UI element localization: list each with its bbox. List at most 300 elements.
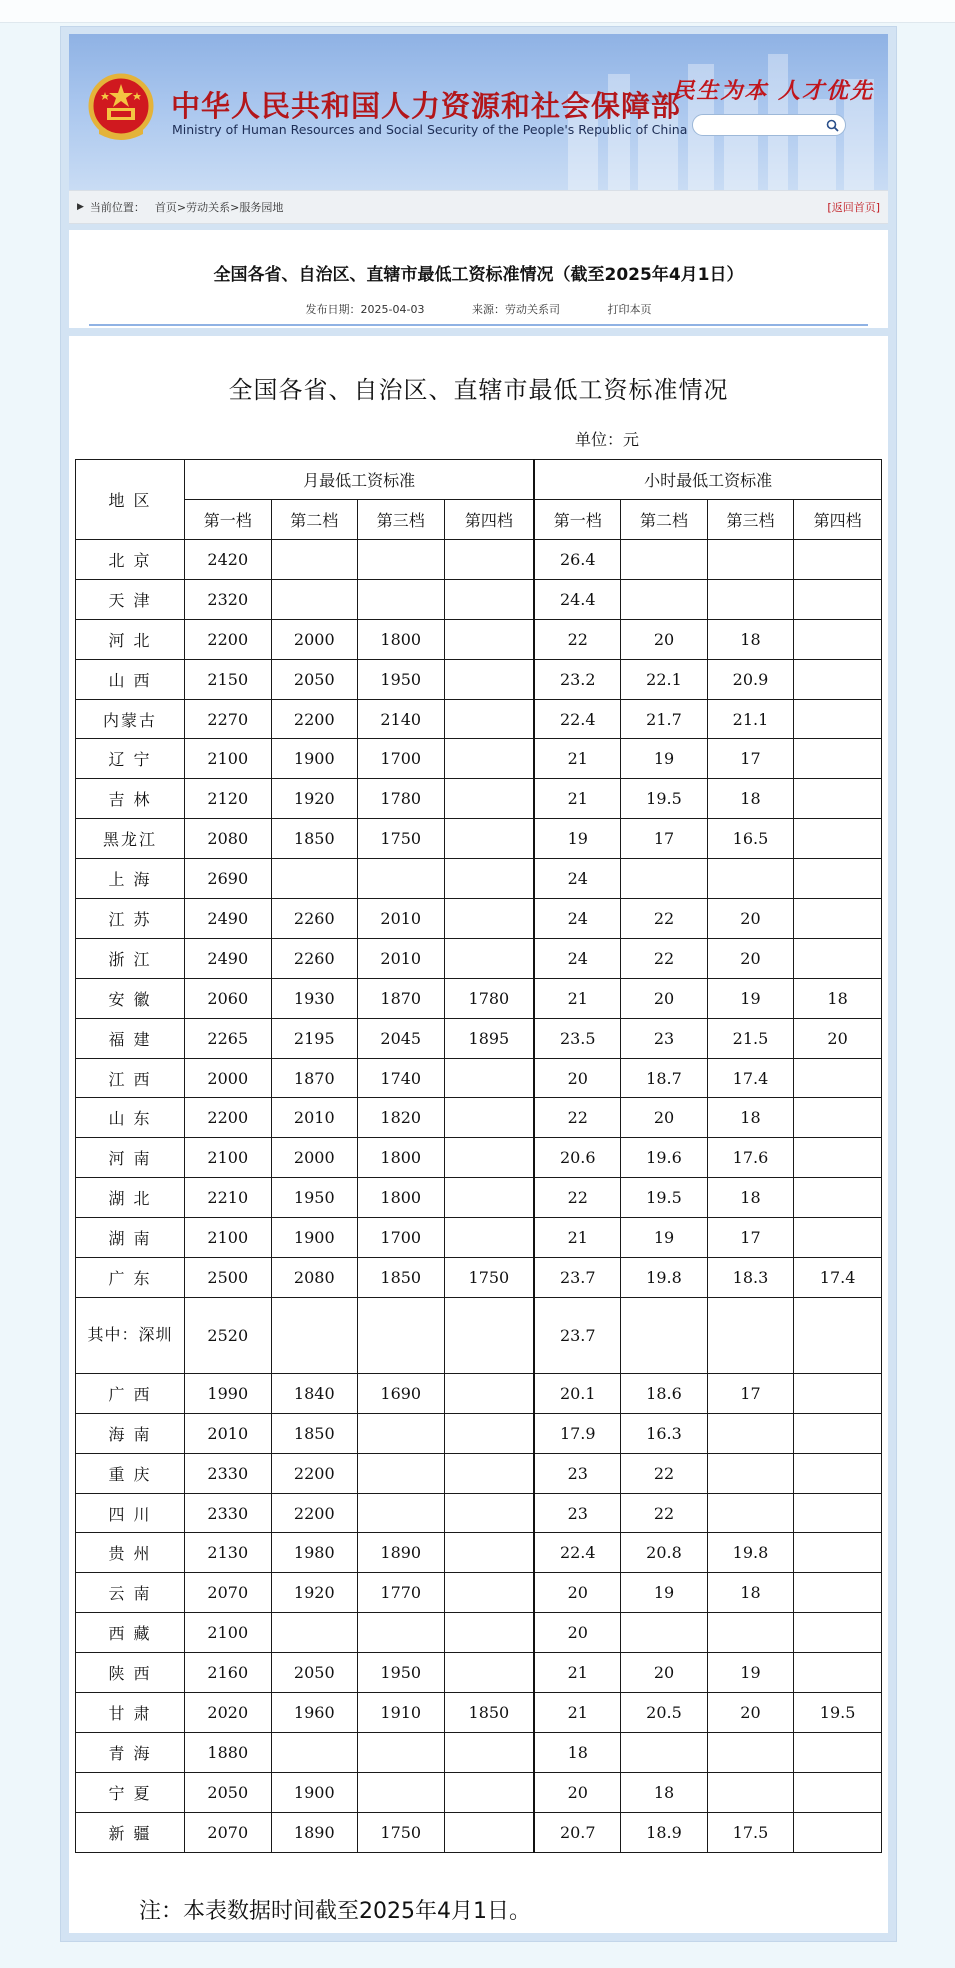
monthly-wage-cell: 2070 — [185, 1812, 271, 1852]
table-row — [76, 1218, 882, 1258]
hourly-wage-cell: 18 — [707, 1098, 793, 1138]
return-home-link[interactable]: [返回首页] — [827, 201, 880, 214]
table-row — [76, 1573, 882, 1613]
hourly-wage-cell: 19.5 — [621, 1178, 707, 1218]
table-row — [76, 1258, 882, 1298]
monthly-wage-cell: 2010 — [271, 1098, 357, 1138]
monthly-wage-cell: 2060 — [185, 978, 271, 1018]
monthly-wage-cell: 2000 — [185, 1058, 271, 1098]
table-body — [76, 540, 882, 1853]
region-cell: 河 南 — [76, 1138, 185, 1178]
table-row — [76, 1297, 882, 1373]
hourly-wage-cell — [794, 1058, 882, 1098]
hourly-wage-cell: 20 — [534, 1573, 620, 1613]
monthly-wage-cell: 2200 — [271, 1493, 357, 1533]
hourly-wage-cell: 19 — [621, 739, 707, 779]
monthly-tier-3: 第三档 — [358, 500, 444, 540]
hourly-wage-cell: 23 — [534, 1453, 620, 1493]
table-row — [76, 1693, 882, 1733]
hourly-wage-cell — [794, 1297, 882, 1373]
monthly-wage-cell: 1800 — [358, 1138, 444, 1178]
region-cell: 上 海 — [76, 859, 185, 899]
monthly-wage-cell — [358, 1613, 444, 1653]
monthly-wage-cell: 2100 — [185, 1218, 271, 1258]
region-cell: 北 京 — [76, 540, 185, 580]
hourly-wage-cell — [707, 540, 793, 580]
monthly-wage-cell: 2140 — [358, 699, 444, 739]
hourly-wage-cell — [794, 619, 882, 659]
monthly-wage-cell: 1880 — [185, 1732, 271, 1772]
print-link[interactable]: 打印本页 — [607, 303, 652, 316]
hourly-tier-3: 第三档 — [707, 500, 793, 540]
hourly-wage-cell: 20 — [534, 1772, 620, 1812]
hourly-wage-cell: 23.2 — [534, 659, 620, 699]
site-name-cn: 中华人民共和国人力资源和社会保障部 — [171, 89, 682, 123]
hourly-wage-cell: 22.1 — [621, 659, 707, 699]
hourly-wage-cell: 19 — [534, 819, 620, 859]
hourly-wage-cell — [794, 1413, 882, 1453]
monthly-wage-cell: 2080 — [185, 819, 271, 859]
monthly-wage-cell — [444, 739, 534, 779]
monthly-wage-cell — [444, 1732, 534, 1772]
region-cell: 广 西 — [76, 1373, 185, 1413]
region-cell: 江 西 — [76, 1058, 185, 1098]
monthly-wage-cell: 2195 — [271, 1018, 357, 1058]
hourly-wage-cell: 18 — [621, 1772, 707, 1812]
monthly-wage-cell — [444, 1297, 534, 1373]
monthly-wage-cell — [444, 1218, 534, 1258]
article-source: 来源：劳动关系司 — [471, 303, 560, 316]
monthly-wage-cell: 2100 — [185, 739, 271, 779]
monthly-wage-cell — [444, 859, 534, 899]
hourly-wage-cell: 20.7 — [534, 1812, 620, 1852]
monthly-wage-cell: 1820 — [358, 1098, 444, 1138]
table-row — [76, 659, 882, 699]
monthly-wage-cell — [444, 1058, 534, 1098]
browser-top-strip — [0, 0, 955, 23]
monthly-wage-cell: 2160 — [185, 1653, 271, 1693]
hourly-wage-cell: 18 — [707, 1178, 793, 1218]
hourly-wage-cell: 26.4 — [534, 540, 620, 580]
monthly-wage-cell — [358, 1772, 444, 1812]
monthly-wage-cell: 1750 — [358, 1812, 444, 1852]
monthly-wage-cell: 2200 — [271, 699, 357, 739]
monthly-wage-cell: 1750 — [444, 1258, 534, 1298]
hourly-wage-cell — [621, 540, 707, 580]
region-cell: 青 海 — [76, 1732, 185, 1772]
search-icon[interactable] — [826, 119, 839, 132]
region-cell: 山 西 — [76, 659, 185, 699]
document-image — [69, 336, 888, 1933]
hourly-wage-cell: 17.9 — [534, 1413, 620, 1453]
region-cell: 广 东 — [76, 1258, 185, 1298]
hourly-wage-cell: 24 — [534, 899, 620, 939]
hourly-wage-cell: 17 — [707, 739, 793, 779]
table-row — [76, 1533, 882, 1573]
monthly-wage-cell: 1850 — [271, 819, 357, 859]
hourly-wage-cell: 18 — [794, 978, 882, 1018]
region-cell: 湖 南 — [76, 1218, 185, 1258]
monthly-wage-cell: 2330 — [185, 1493, 271, 1533]
monthly-wage-cell — [444, 1138, 534, 1178]
monthly-wage-cell: 2270 — [185, 699, 271, 739]
region-cell: 河 北 — [76, 619, 185, 659]
monthly-wage-cell — [444, 540, 534, 580]
hourly-wage-cell: 20 — [707, 938, 793, 978]
hourly-wage-cell: 20.6 — [534, 1138, 620, 1178]
hourly-wage-cell — [794, 1373, 882, 1413]
monthly-wage-cell — [444, 619, 534, 659]
monthly-wage-cell: 2260 — [271, 938, 357, 978]
hourly-wage-cell: 23.7 — [534, 1258, 620, 1298]
hourly-wage-cell: 17 — [707, 1218, 793, 1258]
hourly-wage-cell — [621, 579, 707, 619]
monthly-wage-cell: 1700 — [358, 739, 444, 779]
search-input[interactable] — [692, 114, 846, 136]
hourly-wage-cell — [794, 739, 882, 779]
region-cell: 西 藏 — [76, 1613, 185, 1653]
table-row — [76, 819, 882, 859]
hourly-wage-cell: 24 — [534, 938, 620, 978]
monthly-wage-cell: 1750 — [358, 819, 444, 859]
hourly-wage-cell: 20 — [621, 1653, 707, 1693]
hourly-wage-cell — [794, 1653, 882, 1693]
hourly-wage-cell: 18 — [707, 619, 793, 659]
monthly-wage-cell: 1800 — [358, 1178, 444, 1218]
monthly-wage-cell: 1920 — [271, 1573, 357, 1613]
monthly-wage-cell: 1840 — [271, 1373, 357, 1413]
monthly-wage-cell: 2010 — [358, 899, 444, 939]
hourly-wage-cell — [707, 1613, 793, 1653]
monthly-wage-cell: 2200 — [271, 1453, 357, 1493]
monthly-wage-cell: 1990 — [185, 1373, 271, 1413]
monthly-wage-cell: 2070 — [185, 1573, 271, 1613]
hourly-wage-cell: 19.8 — [707, 1533, 793, 1573]
hourly-wage-cell: 21 — [534, 1218, 620, 1258]
region-cell: 甘 肃 — [76, 1693, 185, 1733]
footnote: 注：本表数据时间截至2025年4月1日。 — [139, 1899, 531, 1924]
table-row — [76, 938, 882, 978]
monthly-tier-1: 第一档 — [185, 500, 271, 540]
monthly-wage-cell — [271, 540, 357, 580]
monthly-wage-cell — [444, 1812, 534, 1852]
hourly-wage-cell: 20.1 — [534, 1373, 620, 1413]
table-row — [76, 1413, 882, 1453]
hourly-wage-cell: 18.3 — [707, 1258, 793, 1298]
hourly-wage-cell: 16.5 — [707, 819, 793, 859]
hourly-wage-cell — [794, 699, 882, 739]
table-row — [76, 1493, 882, 1533]
hourly-wage-cell: 24 — [534, 859, 620, 899]
monthly-wage-cell: 2050 — [271, 1653, 357, 1693]
hourly-wage-cell: 22.4 — [534, 699, 620, 739]
breadcrumb-path[interactable]: 首页>劳动关系>服务园地 — [154, 201, 284, 214]
monthly-wage-cell: 2000 — [271, 1138, 357, 1178]
monthly-wage-cell — [358, 859, 444, 899]
monthly-wage-cell: 1740 — [358, 1058, 444, 1098]
table-row — [76, 899, 882, 939]
region-cell: 山 东 — [76, 1098, 185, 1138]
monthly-wage-cell: 2010 — [185, 1413, 271, 1453]
monthly-wage-cell — [358, 540, 444, 580]
monthly-wage-cell: 1780 — [358, 779, 444, 819]
table-row — [76, 1772, 882, 1812]
monthly-wage-cell: 1950 — [358, 1653, 444, 1693]
region-cell: 贵 州 — [76, 1533, 185, 1573]
hourly-wage-cell: 20 — [534, 1613, 620, 1653]
hourly-wage-cell — [707, 579, 793, 619]
hourly-tier-2: 第二档 — [621, 500, 707, 540]
header-divider — [89, 324, 868, 326]
monthly-wage-cell: 1870 — [271, 1058, 357, 1098]
hourly-wage-cell: 23.5 — [534, 1018, 620, 1058]
hourly-wage-cell: 21 — [534, 779, 620, 819]
table-row — [76, 1058, 882, 1098]
region-cell: 天 津 — [76, 579, 185, 619]
monthly-wage-cell: 2045 — [358, 1018, 444, 1058]
hourly-wage-cell: 21 — [534, 1653, 620, 1693]
region-cell: 福 建 — [76, 1018, 185, 1058]
monthly-wage-cell: 1690 — [358, 1373, 444, 1413]
breadcrumb — [69, 190, 888, 224]
hourly-wage-cell: 22 — [534, 1098, 620, 1138]
monthly-wage-cell: 1895 — [444, 1018, 534, 1058]
table-row — [76, 1138, 882, 1178]
table-row — [76, 859, 882, 899]
monthly-wage-cell: 2010 — [358, 938, 444, 978]
hourly-wage-cell: 19 — [707, 1653, 793, 1693]
national-emblem-icon — [85, 72, 157, 146]
region-cell: 浙 江 — [76, 938, 185, 978]
region-cell: 江 苏 — [76, 899, 185, 939]
minimum-wage-table — [75, 459, 882, 1853]
table-row — [76, 1453, 882, 1493]
region-cell: 宁 夏 — [76, 1772, 185, 1812]
monthly-wage-cell: 2330 — [185, 1453, 271, 1493]
hourly-wage-cell — [794, 1218, 882, 1258]
monthly-wage-cell: 1920 — [271, 779, 357, 819]
monthly-wage-cell: 2200 — [185, 1098, 271, 1138]
monthly-wage-cell: 1900 — [271, 739, 357, 779]
monthly-wage-cell: 2690 — [185, 859, 271, 899]
monthly-wage-cell — [358, 1493, 444, 1533]
hourly-wage-cell: 21 — [534, 1693, 620, 1733]
hourly-wage-cell: 17.4 — [794, 1258, 882, 1298]
table-row — [76, 779, 882, 819]
hourly-wage-cell: 17.5 — [707, 1812, 793, 1852]
region-cell: 重 庆 — [76, 1453, 185, 1493]
hourly-wage-cell: 18.6 — [621, 1373, 707, 1413]
monthly-wage-cell — [358, 1453, 444, 1493]
hourly-wage-cell: 21.7 — [621, 699, 707, 739]
monthly-wage-cell: 2490 — [185, 899, 271, 939]
hourly-wage-cell — [794, 859, 882, 899]
table-row — [76, 619, 882, 659]
monthly-wage-cell: 1890 — [271, 1812, 357, 1852]
hourly-wage-cell: 23 — [534, 1493, 620, 1533]
hourly-wage-cell — [707, 1772, 793, 1812]
monthly-wage-cell: 1850 — [358, 1258, 444, 1298]
monthly-wage-cell — [271, 579, 357, 619]
monthly-wage-cell: 1950 — [358, 659, 444, 699]
monthly-wage-cell: 1980 — [271, 1533, 357, 1573]
monthly-wage-cell: 2020 — [185, 1693, 271, 1733]
monthly-wage-cell: 1930 — [271, 978, 357, 1018]
hourly-wage-cell: 22 — [621, 899, 707, 939]
hourly-wage-cell: 24.4 — [534, 579, 620, 619]
hourly-wage-cell — [794, 1178, 882, 1218]
hourly-wage-cell — [794, 1573, 882, 1613]
hourly-wage-cell — [794, 540, 882, 580]
region-cell: 新 疆 — [76, 1812, 185, 1852]
region-cell: 其中：深圳 — [76, 1297, 185, 1373]
monthly-wage-cell: 2420 — [185, 540, 271, 580]
hourly-wage-cell — [707, 1732, 793, 1772]
hourly-wage-cell: 20 — [621, 619, 707, 659]
monthly-wage-cell — [444, 1772, 534, 1812]
monthly-wage-cell: 1850 — [444, 1693, 534, 1733]
monthly-wage-cell — [271, 1613, 357, 1653]
table-row — [76, 1613, 882, 1653]
article-title: 全国各省、自治区、直辖市最低工资标准情况（截至2025年4月1日） — [213, 265, 744, 285]
monthly-wage-cell — [444, 659, 534, 699]
hourly-wage-cell: 20 — [621, 978, 707, 1018]
hourly-wage-cell: 19 — [621, 1218, 707, 1258]
region-cell: 黑龙江 — [76, 819, 185, 859]
monthly-wage-cell — [444, 1573, 534, 1613]
table-row — [76, 1653, 882, 1693]
monthly-wage-cell — [444, 1493, 534, 1533]
hourly-wage-cell: 17 — [621, 819, 707, 859]
monthly-wage-cell: 1800 — [358, 619, 444, 659]
monthly-wage-cell — [444, 1178, 534, 1218]
monthly-tier-4: 第四档 — [444, 500, 534, 540]
site-banner — [69, 34, 888, 190]
table-row — [76, 1178, 882, 1218]
hourly-wage-cell: 17 — [707, 1373, 793, 1413]
hourly-wage-cell: 19.5 — [621, 779, 707, 819]
hourly-wage-cell: 21 — [534, 739, 620, 779]
hourly-wage-cell — [794, 1812, 882, 1852]
hourly-wage-cell — [794, 1613, 882, 1653]
monthly-wage-cell — [444, 1098, 534, 1138]
hourly-wage-cell: 18 — [707, 779, 793, 819]
hourly-tier-4: 第四档 — [794, 500, 882, 540]
monthly-wage-cell: 2100 — [185, 1138, 271, 1178]
monthly-wage-cell: 2500 — [185, 1258, 271, 1298]
hourly-wage-cell — [794, 1772, 882, 1812]
article-header — [69, 230, 888, 328]
hourly-wage-cell — [707, 1413, 793, 1453]
monthly-wage-cell: 2000 — [271, 619, 357, 659]
monthly-wage-cell: 1890 — [358, 1533, 444, 1573]
monthly-wage-cell — [444, 1653, 534, 1693]
hourly-tier-1: 第一档 — [534, 500, 620, 540]
region-header: 地 区 — [76, 460, 185, 540]
monthly-wage-cell: 1780 — [444, 978, 534, 1018]
page-frame — [60, 26, 897, 1942]
monthly-wage-cell: 2050 — [185, 1772, 271, 1812]
hourly-wage-cell — [621, 1732, 707, 1772]
hourly-wage-cell: 18 — [707, 1573, 793, 1613]
table-row — [76, 1098, 882, 1138]
hourly-wage-cell — [794, 938, 882, 978]
table-row — [76, 1373, 882, 1413]
table-row — [76, 1732, 882, 1772]
monthly-wage-cell — [444, 579, 534, 619]
hourly-wage-cell: 23 — [621, 1018, 707, 1058]
hourly-wage-cell — [794, 1493, 882, 1533]
site-slogan: 民生为本 人才优先 — [672, 78, 874, 104]
monthly-wage-cell: 1850 — [271, 1413, 357, 1453]
hourly-wage-cell: 20 — [794, 1018, 882, 1058]
monthly-header: 月最低工资标准 — [185, 460, 535, 500]
hourly-wage-cell — [621, 859, 707, 899]
monthly-wage-cell: 1950 — [271, 1178, 357, 1218]
monthly-wage-cell: 2210 — [185, 1178, 271, 1218]
breadcrumb-label: 当前位置： — [89, 201, 145, 214]
hourly-wage-cell: 16.3 — [621, 1413, 707, 1453]
monthly-wage-cell: 2265 — [185, 1018, 271, 1058]
monthly-wage-cell: 1900 — [271, 1772, 357, 1812]
monthly-wage-cell: 2520 — [185, 1297, 271, 1373]
table-row — [76, 540, 882, 580]
hourly-wage-cell: 22 — [621, 1493, 707, 1533]
monthly-wage-cell: 1900 — [271, 1218, 357, 1258]
hourly-wage-cell: 18.9 — [621, 1812, 707, 1852]
monthly-wage-cell: 2200 — [185, 619, 271, 659]
hourly-wage-cell — [794, 819, 882, 859]
monthly-wage-cell — [271, 859, 357, 899]
hourly-wage-cell: 22 — [534, 619, 620, 659]
hourly-wage-cell: 21.1 — [707, 699, 793, 739]
monthly-wage-cell: 1870 — [358, 978, 444, 1018]
table-row — [76, 579, 882, 619]
monthly-wage-cell — [444, 1613, 534, 1653]
monthly-wage-cell — [444, 1453, 534, 1493]
hourly-wage-cell: 17.6 — [707, 1138, 793, 1178]
monthly-wage-cell: 2130 — [185, 1533, 271, 1573]
hourly-wage-cell — [794, 1138, 882, 1178]
monthly-wage-cell — [444, 779, 534, 819]
monthly-wage-cell — [358, 1413, 444, 1453]
hourly-wage-cell — [794, 1732, 882, 1772]
hourly-wage-cell — [707, 1493, 793, 1533]
region-cell: 辽 宁 — [76, 739, 185, 779]
monthly-wage-cell: 2120 — [185, 779, 271, 819]
hourly-wage-cell — [794, 899, 882, 939]
monthly-wage-cell: 1910 — [358, 1693, 444, 1733]
hourly-wage-cell: 21 — [534, 978, 620, 1018]
hourly-wage-cell: 17.4 — [707, 1058, 793, 1098]
monthly-tier-2: 第二档 — [271, 500, 357, 540]
hourly-wage-cell: 20 — [621, 1098, 707, 1138]
hourly-wage-cell: 20.8 — [621, 1533, 707, 1573]
unit-label: 单位：元 — [575, 430, 640, 449]
monthly-wage-cell: 1700 — [358, 1218, 444, 1258]
monthly-wage-cell: 2050 — [271, 659, 357, 699]
monthly-wage-cell: 2320 — [185, 579, 271, 619]
hourly-wage-cell — [794, 1533, 882, 1573]
region-cell: 海 南 — [76, 1413, 185, 1453]
region-cell: 四 川 — [76, 1493, 185, 1533]
hourly-wage-cell — [794, 779, 882, 819]
hourly-wage-cell: 20 — [534, 1058, 620, 1098]
hourly-wage-cell: 19.5 — [794, 1693, 882, 1733]
hourly-wage-cell — [794, 659, 882, 699]
monthly-wage-cell — [444, 899, 534, 939]
monthly-wage-cell: 2490 — [185, 938, 271, 978]
